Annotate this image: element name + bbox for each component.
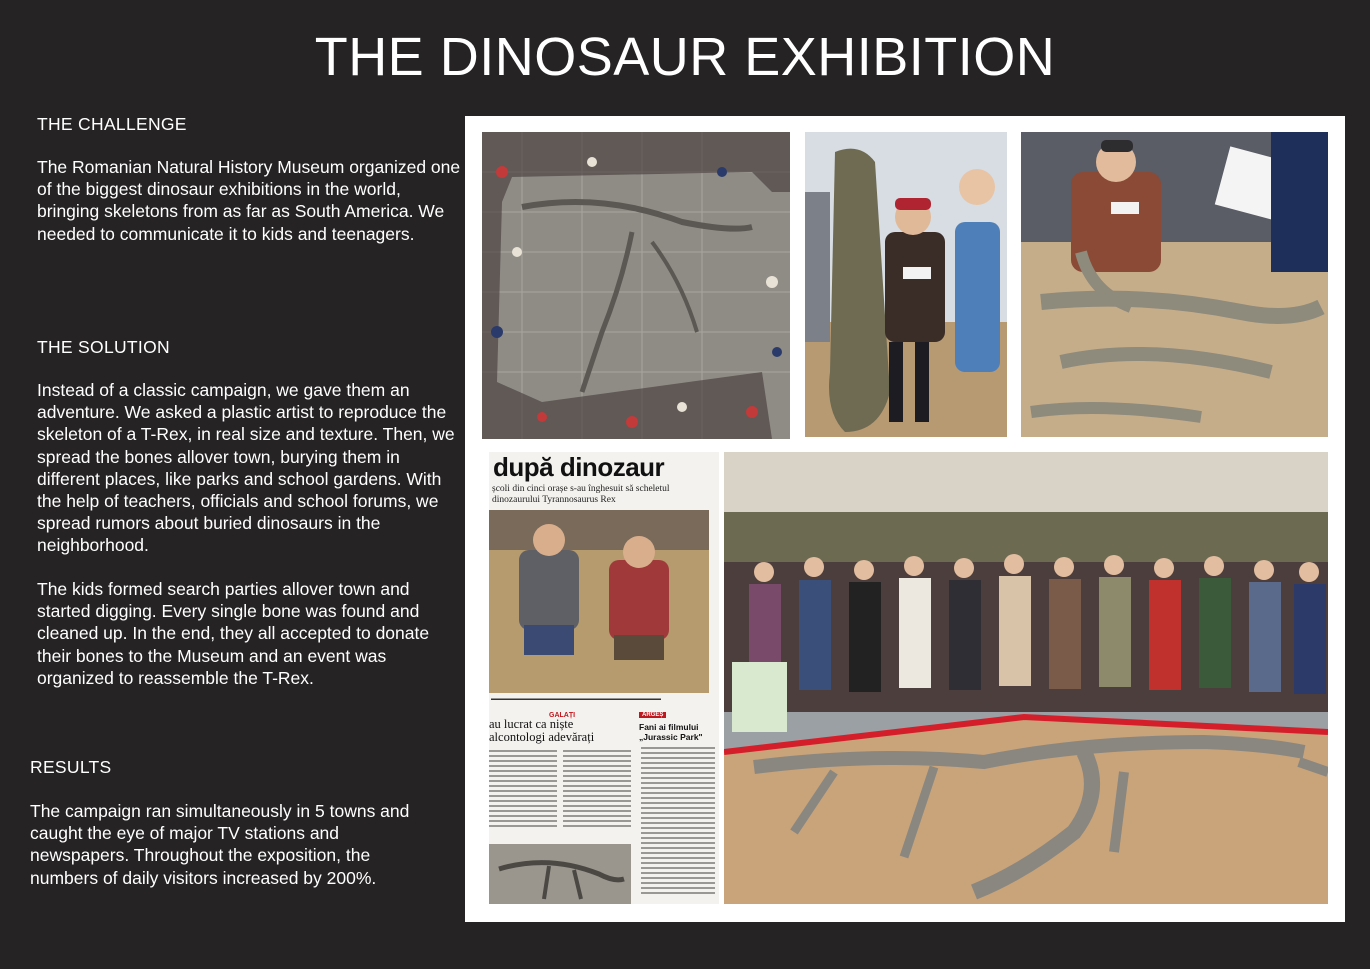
- newspaper-photo-kids: [489, 510, 709, 693]
- newspaper-section-label: GALAȚI: [549, 712, 576, 719]
- newspaper-caption: ▬▬▬▬▬▬▬▬▬▬▬▬▬▬▬▬▬▬▬▬▬▬▬▬▬▬▬▬▬▬▬▬▬▬: [491, 696, 661, 702]
- challenge-heading: THE CHALLENGE: [37, 114, 187, 134]
- photo-boy-with-bone: [805, 132, 1007, 437]
- photo-kid-digging: [1021, 132, 1328, 437]
- newspaper-subhead: școli din cinci orașe s-au înghesuit să scheletul dinozaurului Tyrannosaurus Rex: [492, 484, 670, 505]
- newspaper-body-column-3: [641, 747, 715, 897]
- results-heading: RESULTS: [30, 757, 112, 777]
- challenge-text: The Romanian Natural History Museum organized one of the biggest dinosaur exhibitions in the world, bringing skeletons from as far as South America. We needed to communicate it to kids and teenagers.: [37, 157, 461, 244]
- newspaper-clipping: [489, 452, 719, 904]
- solution-heading: THE SOLUTION: [37, 337, 170, 357]
- newspaper-headline: după dinozaur: [493, 452, 665, 482]
- solution-text-1: Instead of a classic campaign, we gave them an adventure. We asked a plastic artist to reproduce the skeleton of a T-Rex, in real size and texture. Then, we spread the bones allover town, burying them in different places, like parks and school gardens. With the help of teachers, officials and school forums, we spread rumors about buried dinosaurs in the neighborhood.: [37, 380, 455, 556]
- newspaper-column-title: au lucrat ca niște alcontologi adevărați: [489, 717, 595, 744]
- newspaper-body-column-2: [563, 750, 631, 830]
- photo-aerial-skeleton: [482, 132, 790, 439]
- newspaper-photo-skeleton: [489, 844, 631, 904]
- newspaper-side-title: Fani ai filmului „Jurassic Park": [639, 722, 703, 742]
- photo-crowd-reassembled-trex: [724, 452, 1328, 904]
- newspaper-tag: ARGEȘ: [639, 712, 666, 718]
- results-text: The campaign ran simultaneously in 5 towns and caught the eye of major TV stations and newspapers. Throughout the exposition, the numbers of daily visitors increased by 200%.: [30, 801, 410, 888]
- page-title: THE DINOSAUR EXHIBITION: [314, 27, 1056, 87]
- newspaper-body-column-1: [489, 750, 557, 830]
- solution-text-2: The kids formed search parties allover town and started digging. Every single bone was found and cleaned up. In the end, they all accepted to donate their bones to the Museum and an event was organized to reassemble the T-Rex.: [37, 579, 430, 688]
